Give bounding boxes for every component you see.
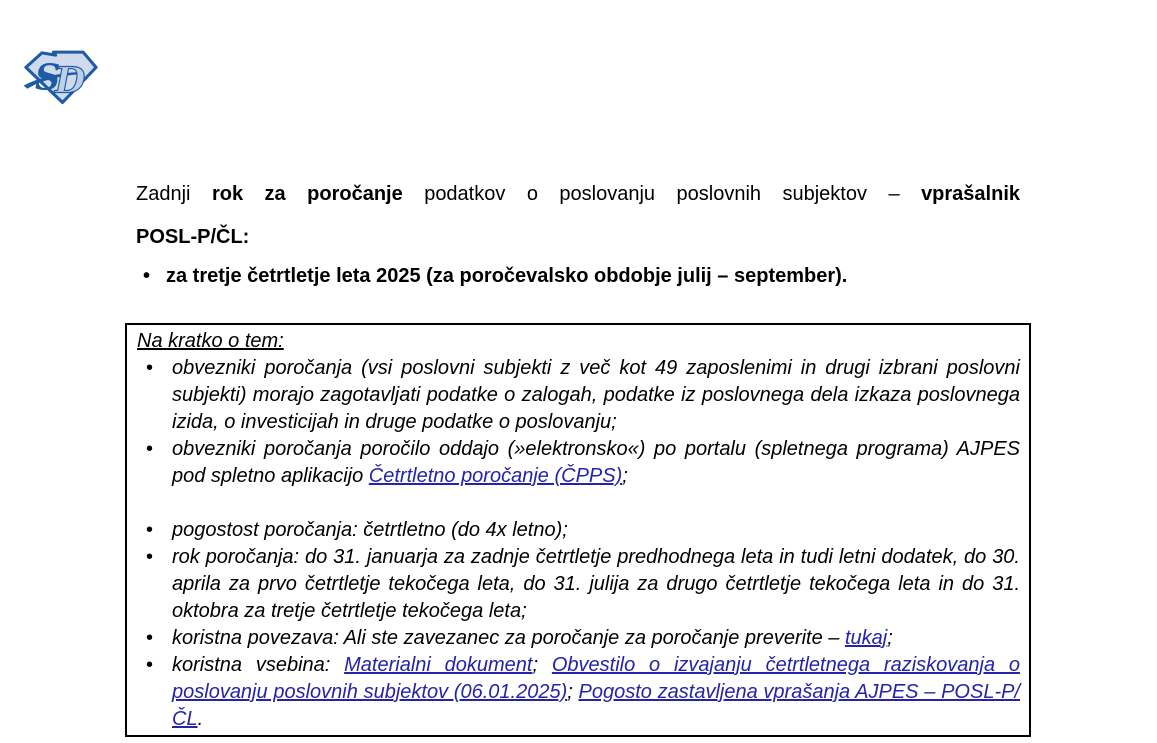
bullet-text	[172, 357, 1020, 433]
bullet-icon: •	[146, 627, 154, 649]
text-segment: ;	[567, 681, 579, 703]
text-segment: obvezniki poročanja poročilo oddajo (»elektronsko«) po portalu (spletnega programa) AJPES pod spletno aplikacijo	[172, 438, 1020, 487]
info-bullet-pogostost	[137, 517, 1020, 544]
obvestilo-cetrtletno-raziskovanje-link[interactable]: Obvestilo o izvajanju četrtletnega raziskovanja o poslovanju poslovnih subjektov (06.01.2025)	[172, 654, 1020, 703]
intro-line-1	[136, 181, 1020, 207]
bullet-text	[172, 546, 1020, 622]
deadline-text	[166, 265, 847, 287]
info-box	[125, 323, 1031, 737]
bullet-text	[172, 627, 893, 649]
text-segment: .	[197, 708, 204, 730]
info-box-title: Na kratko o tem:	[137, 330, 284, 352]
text-segment: ;	[622, 465, 628, 487]
info-bullet-oddaja-porocila	[137, 436, 1020, 490]
text-segment: POSL-P/ČL:	[136, 226, 250, 248]
bullet-text	[172, 654, 1020, 730]
text-segment: rok poročanja: do 31. januarja za zadnje četrtletje predhodnega leta in tudi letni dodatek, do 30. aprila za prvo četrtletje tekočega leta, do 31. julija za drugo četrtletje tekočega leta in do 31. oktobra za tretje četrtletje tekočega leta;	[172, 546, 1020, 622]
deadline-bullet	[136, 263, 1026, 289]
text-segment: ;	[532, 654, 552, 676]
materialni-dokument-link[interactable]: Materialni dokument	[344, 654, 533, 676]
text-segment: za tretje četrtletje leta 2025 (za poročevalsko obdobje julij – september).	[166, 265, 848, 287]
sd-logo	[22, 46, 100, 104]
cetrtletno-porocanje-cpps-link[interactable]: Četrtletno poročanje (ČPPS)	[368, 465, 623, 487]
intro-line-2	[136, 224, 1020, 250]
bullet-icon: •	[146, 519, 154, 541]
text-segment: koristna povezava: Ali ste zavezanec za poročanje za poročanje preverite –	[172, 627, 845, 649]
bullet-text	[172, 438, 1020, 487]
text-segment: obvezniki poročanja (vsi poslovni subjekti z več kot 49 zaposlenimi in drugi izbrani poslovni subjekti) morajo zagotavljati podatke o zalogah, podatke iz poslovnega dela izkaza poslovnega izida, o investicijah in druge podatke o poslovanju;	[172, 357, 1020, 433]
info-bullet-obvezniki-podatki	[137, 355, 1020, 436]
text-segment: Zadnji	[136, 183, 212, 205]
bullet-icon: •	[146, 654, 154, 676]
info-bullet-koristna-povezava	[137, 625, 1020, 652]
text-segment: vprašalnik	[921, 183, 1021, 205]
bullet-icon: •	[146, 357, 154, 379]
pogosta-vprasanja-ajpes-link[interactable]: Pogosto zastavljena vprašanja AJPES – POSL-P/ČL	[172, 681, 1020, 730]
info-box-list	[137, 355, 1020, 733]
svg-text:S: S	[35, 57, 61, 99]
bullet-icon: •	[143, 265, 151, 287]
bullet-icon: •	[146, 438, 154, 460]
info-bullet-rok-porocanja	[137, 544, 1020, 625]
info-bullet-koristna-vsebina	[137, 652, 1020, 733]
sd-logo-icon	[22, 46, 100, 104]
text-segment: koristna vsebina:	[172, 654, 345, 676]
text-segment: ;	[887, 627, 893, 649]
svg-text:D: D	[54, 60, 86, 102]
text-segment: pogostost poročanja: četrtletno (do 4x letno);	[172, 519, 568, 541]
bullet-text	[172, 519, 568, 541]
text-segment: rok za poročanje	[211, 183, 403, 205]
tukaj-link[interactable]: tukaj	[844, 627, 888, 649]
bullet-icon: •	[146, 546, 154, 568]
text-segment: podatkov o poslovanju poslovnih subjektov –	[402, 183, 922, 205]
